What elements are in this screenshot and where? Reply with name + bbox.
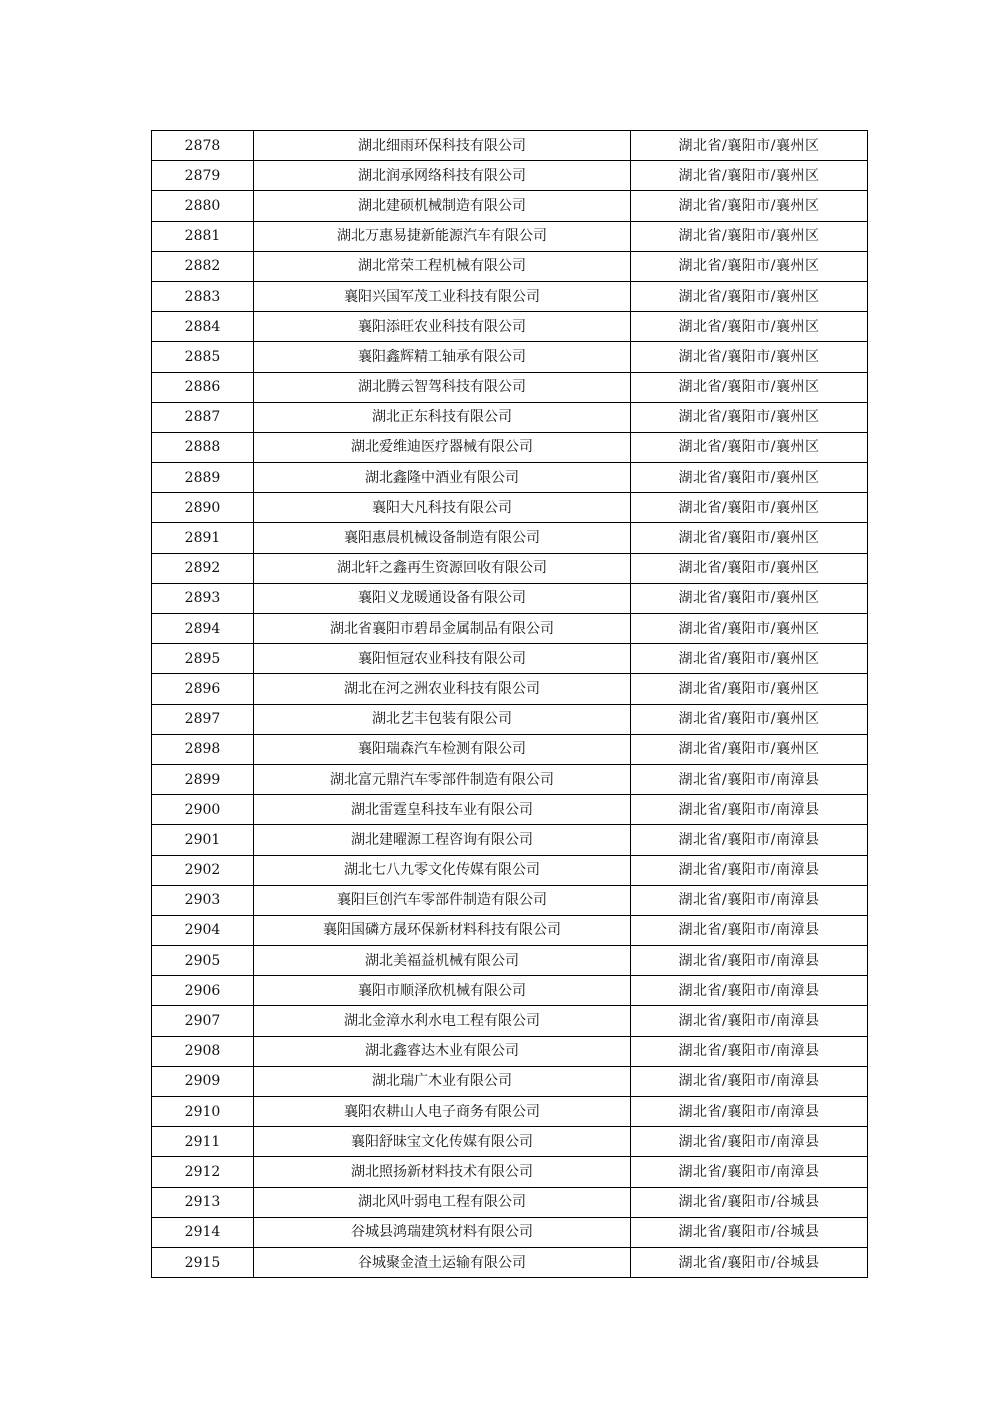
company-name: 襄阳兴国军茂工业科技有限公司 <box>254 281 631 311</box>
table-row <box>152 583 868 613</box>
region: 湖北省/襄阳市/襄州区 <box>631 493 868 523</box>
table-row <box>152 402 868 432</box>
company-name: 湖北鑫睿达木业有限公司 <box>254 1036 631 1066</box>
company-name: 湖北风叶弱电工程有限公司 <box>254 1187 631 1217</box>
table-row <box>152 1187 868 1217</box>
row-number: 2895 <box>152 644 254 674</box>
company-name: 湖北爱维迪医疗器械有限公司 <box>254 432 631 462</box>
row-number: 2892 <box>152 553 254 583</box>
row-number: 2899 <box>152 764 254 794</box>
company-list-table <box>151 130 868 1278</box>
company-name: 湖北正东科技有限公司 <box>254 402 631 432</box>
row-number: 2905 <box>152 946 254 976</box>
company-name: 湖北照扬新材料技术有限公司 <box>254 1157 631 1187</box>
row-number: 2889 <box>152 463 254 493</box>
row-number: 2890 <box>152 493 254 523</box>
table-row <box>152 1157 868 1187</box>
table-row <box>152 734 868 764</box>
region: 湖北省/襄阳市/南漳县 <box>631 946 868 976</box>
table-row <box>152 764 868 794</box>
row-number: 2910 <box>152 1097 254 1127</box>
region: 湖北省/襄阳市/襄州区 <box>631 281 868 311</box>
company-name: 湖北腾云智驾科技有限公司 <box>254 372 631 402</box>
company-name: 襄阳义龙暖通设备有限公司 <box>254 583 631 613</box>
row-number: 2884 <box>152 312 254 342</box>
company-name: 襄阳瑞森汽车检测有限公司 <box>254 734 631 764</box>
company-name: 湖北轩之鑫再生资源回收有限公司 <box>254 553 631 583</box>
table-row <box>152 1127 868 1157</box>
table-row <box>152 1036 868 1066</box>
row-number: 2888 <box>152 432 254 462</box>
company-name: 襄阳添旺农业科技有限公司 <box>254 312 631 342</box>
table-row <box>152 221 868 251</box>
region: 湖北省/襄阳市/襄州区 <box>631 372 868 402</box>
table-row <box>152 976 868 1006</box>
region: 湖北省/襄阳市/谷城县 <box>631 1247 868 1277</box>
table-row <box>152 855 868 885</box>
row-number: 2902 <box>152 855 254 885</box>
table-row <box>152 946 868 976</box>
table-row <box>152 372 868 402</box>
region: 湖北省/襄阳市/襄州区 <box>631 191 868 221</box>
row-number: 2903 <box>152 885 254 915</box>
row-number: 2913 <box>152 1187 254 1217</box>
region: 湖北省/襄阳市/南漳县 <box>631 915 868 945</box>
table-row <box>152 131 868 161</box>
region: 湖北省/襄阳市/襄州区 <box>631 402 868 432</box>
table-row <box>152 191 868 221</box>
row-number: 2880 <box>152 191 254 221</box>
table-row <box>152 674 868 704</box>
region: 湖北省/襄阳市/襄州区 <box>631 674 868 704</box>
region: 湖北省/襄阳市/襄州区 <box>631 734 868 764</box>
region: 湖北省/襄阳市/南漳县 <box>631 825 868 855</box>
company-name: 湖北富元鼎汽车零部件制造有限公司 <box>254 764 631 794</box>
row-number: 2907 <box>152 1006 254 1036</box>
row-number: 2915 <box>152 1247 254 1277</box>
region: 湖北省/襄阳市/襄州区 <box>631 342 868 372</box>
company-name: 湖北金漳水利水电工程有限公司 <box>254 1006 631 1036</box>
region: 湖北省/襄阳市/南漳县 <box>631 855 868 885</box>
row-number: 2896 <box>152 674 254 704</box>
company-name: 湖北建硕机械制造有限公司 <box>254 191 631 221</box>
region: 湖北省/襄阳市/襄州区 <box>631 251 868 281</box>
company-name: 襄阳恒冠农业科技有限公司 <box>254 644 631 674</box>
company-name: 湖北润承网络科技有限公司 <box>254 161 631 191</box>
row-number: 2881 <box>152 221 254 251</box>
company-name: 湖北省襄阳市碧昂金属制品有限公司 <box>254 614 631 644</box>
row-number: 2883 <box>152 281 254 311</box>
company-name: 湖北雷霆皇科技车业有限公司 <box>254 795 631 825</box>
row-number: 2891 <box>152 523 254 553</box>
region: 湖北省/襄阳市/南漳县 <box>631 764 868 794</box>
table-row <box>152 161 868 191</box>
table-row <box>152 704 868 734</box>
table-row <box>152 1247 868 1277</box>
table-row <box>152 885 868 915</box>
company-name: 湖北瑞广木业有限公司 <box>254 1066 631 1096</box>
table-row <box>152 825 868 855</box>
company-name: 襄阳农耕山人电子商务有限公司 <box>254 1097 631 1127</box>
region: 湖北省/襄阳市/南漳县 <box>631 1097 868 1127</box>
row-number: 2894 <box>152 614 254 644</box>
row-number: 2886 <box>152 372 254 402</box>
region: 湖北省/襄阳市/襄州区 <box>631 553 868 583</box>
company-name: 湖北万惠易捷新能源汽车有限公司 <box>254 221 631 251</box>
company-name: 谷城县鸿瑞建筑材料有限公司 <box>254 1217 631 1247</box>
region: 湖北省/襄阳市/襄州区 <box>631 161 868 191</box>
company-name: 湖北美福益机械有限公司 <box>254 946 631 976</box>
company-name: 襄阳国磷方晟环保新材料科技有限公司 <box>254 915 631 945</box>
company-name: 襄阳市顺泽欣机械有限公司 <box>254 976 631 1006</box>
region: 湖北省/襄阳市/南漳县 <box>631 885 868 915</box>
row-number: 2882 <box>152 251 254 281</box>
table-row <box>152 915 868 945</box>
company-name: 湖北鑫隆中酒业有限公司 <box>254 463 631 493</box>
row-number: 2909 <box>152 1066 254 1096</box>
region: 湖北省/襄阳市/襄州区 <box>631 704 868 734</box>
row-number: 2885 <box>152 342 254 372</box>
company-name: 谷城聚金渣土运输有限公司 <box>254 1247 631 1277</box>
region: 湖北省/襄阳市/襄州区 <box>631 644 868 674</box>
row-number: 2879 <box>152 161 254 191</box>
region: 湖北省/襄阳市/南漳县 <box>631 976 868 1006</box>
table-row <box>152 281 868 311</box>
row-number: 2914 <box>152 1217 254 1247</box>
row-number: 2898 <box>152 734 254 764</box>
row-number: 2878 <box>152 131 254 161</box>
row-number: 2897 <box>152 704 254 734</box>
region: 湖北省/襄阳市/襄州区 <box>631 614 868 644</box>
table-body <box>152 131 868 1278</box>
company-name: 襄阳鑫辉精工轴承有限公司 <box>254 342 631 372</box>
company-name: 湖北细雨环保科技有限公司 <box>254 131 631 161</box>
region: 湖北省/襄阳市/襄州区 <box>631 312 868 342</box>
table-row <box>152 523 868 553</box>
table-row <box>152 614 868 644</box>
company-name: 湖北在河之洲农业科技有限公司 <box>254 674 631 704</box>
company-name: 襄阳巨创汽车零部件制造有限公司 <box>254 885 631 915</box>
table-row <box>152 1217 868 1247</box>
row-number: 2911 <box>152 1127 254 1157</box>
table-row <box>152 553 868 583</box>
table-row <box>152 493 868 523</box>
region: 湖北省/襄阳市/襄州区 <box>631 463 868 493</box>
table-row <box>152 1066 868 1096</box>
region: 湖北省/襄阳市/谷城县 <box>631 1217 868 1247</box>
region: 湖北省/襄阳市/襄州区 <box>631 583 868 613</box>
region: 湖北省/襄阳市/谷城县 <box>631 1187 868 1217</box>
region: 湖北省/襄阳市/南漳县 <box>631 1127 868 1157</box>
table-row <box>152 1006 868 1036</box>
row-number: 2906 <box>152 976 254 1006</box>
company-name: 襄阳惠晨机械设备制造有限公司 <box>254 523 631 553</box>
region: 湖北省/襄阳市/南漳县 <box>631 795 868 825</box>
company-name: 襄阳舒昧宝文化传媒有限公司 <box>254 1127 631 1157</box>
table-row <box>152 644 868 674</box>
company-name: 湖北建曜源工程咨询有限公司 <box>254 825 631 855</box>
row-number: 2893 <box>152 583 254 613</box>
table-row <box>152 795 868 825</box>
row-number: 2900 <box>152 795 254 825</box>
company-name: 湖北常荣工程机械有限公司 <box>254 251 631 281</box>
region: 湖北省/襄阳市/南漳县 <box>631 1066 868 1096</box>
region: 湖北省/襄阳市/南漳县 <box>631 1036 868 1066</box>
row-number: 2908 <box>152 1036 254 1066</box>
region: 湖北省/襄阳市/南漳县 <box>631 1006 868 1036</box>
table-row <box>152 251 868 281</box>
table-row <box>152 342 868 372</box>
table-row <box>152 432 868 462</box>
row-number: 2904 <box>152 915 254 945</box>
row-number: 2912 <box>152 1157 254 1187</box>
table-row <box>152 312 868 342</box>
region: 湖北省/襄阳市/南漳县 <box>631 1157 868 1187</box>
company-name: 襄阳大凡科技有限公司 <box>254 493 631 523</box>
row-number: 2901 <box>152 825 254 855</box>
table-row <box>152 1097 868 1127</box>
region: 湖北省/襄阳市/襄州区 <box>631 432 868 462</box>
region: 湖北省/襄阳市/襄州区 <box>631 131 868 161</box>
table-row <box>152 463 868 493</box>
row-number: 2887 <box>152 402 254 432</box>
company-name: 湖北七八九零文化传媒有限公司 <box>254 855 631 885</box>
region: 湖北省/襄阳市/襄州区 <box>631 221 868 251</box>
region: 湖北省/襄阳市/襄州区 <box>631 523 868 553</box>
company-name: 湖北艺丰包装有限公司 <box>254 704 631 734</box>
